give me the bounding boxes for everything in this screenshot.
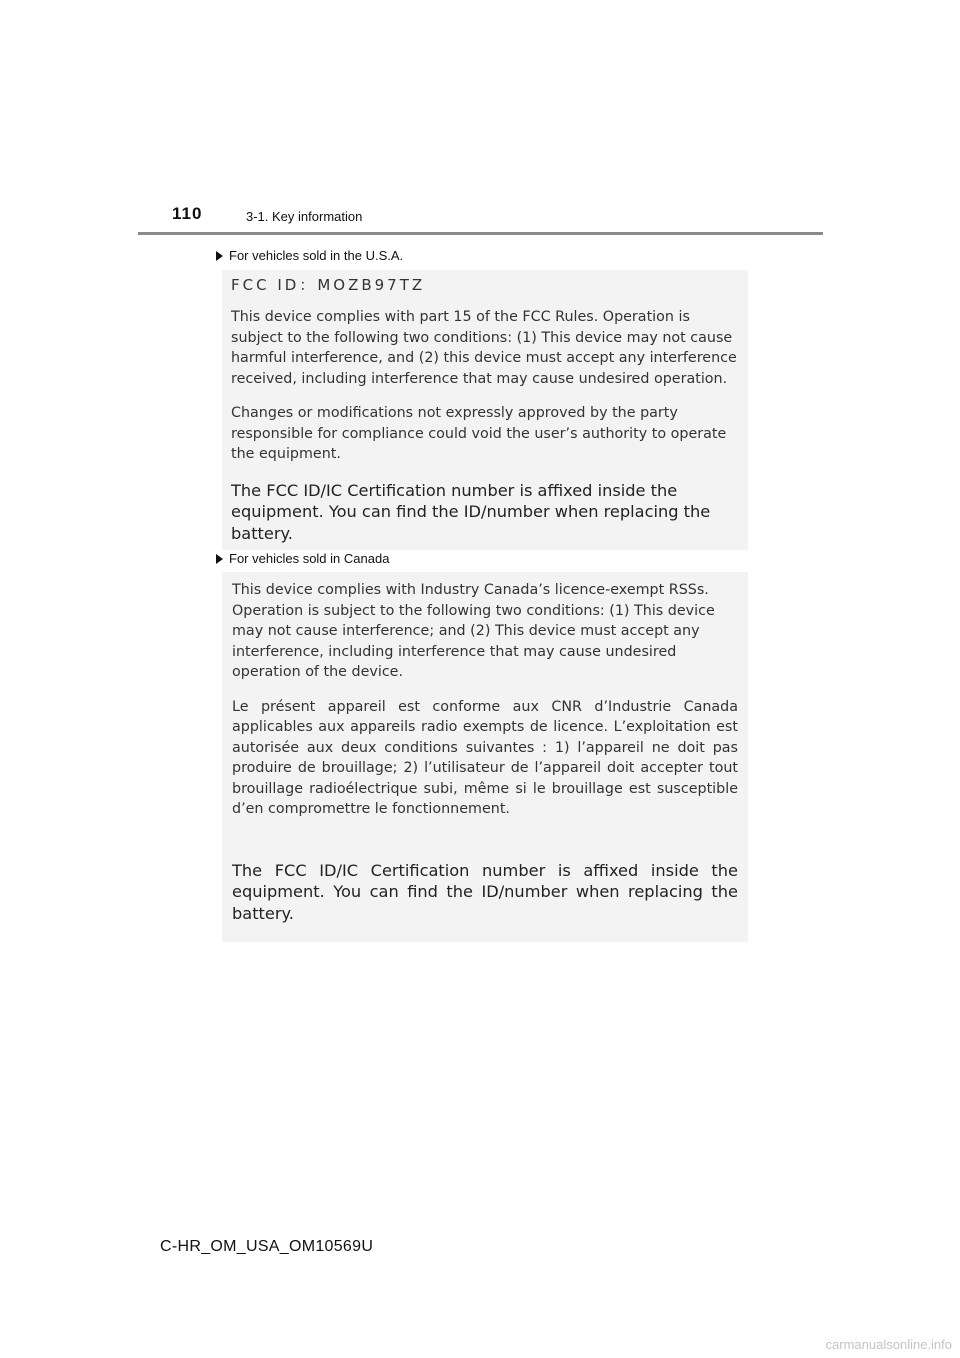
- section-title: 3-1. Key information: [246, 209, 363, 224]
- usa-heading: [216, 248, 403, 263]
- canada-french-paragraph: Le présent appareil est conforme aux CNR d’Industrie Canada applicables aux appareils radio exempts de licence. L’exploitation est autorisée aux deux conditions suivantes : 1) l’appareil ne doit pas produire de brouillage; 2) l’utilisateur de l’appareil doit accepter tout brouillage radioélectrique subi, même si le brouillage est susceptible d’en compromettre le fonctionnement.: [232, 698, 738, 817]
- page-number: 110: [172, 204, 203, 223]
- usa-certification-paragraph: The FCC ID/IC Certification number is affixed inside the equipment. You can find the ID/number when replacing the battery.: [231, 480, 711, 543]
- usa-modification-paragraph: Changes or modifications not expressly approved by the party responsible for compliance could void the user’s authority to operate the equipment.: [231, 405, 727, 462]
- canada-compliance-paragraph: This device complies with Industry Canada’s licence-exempt RSSs. Operation is subject to the following two conditions: (1) This device may not cause interference; and (2) This device must accept any interference, including interference that may cause undesired operation of the device.: [232, 582, 715, 680]
- fcc-id-label: FCC ID：MOZB97TZ: [231, 276, 426, 294]
- header-divider: [138, 232, 823, 235]
- document-code: C-HR_OM_USA_OM10569U: [160, 1238, 374, 1255]
- canada-ic-notice-image: [222, 572, 748, 942]
- canada-heading: [216, 551, 389, 566]
- triangle-bullet-icon: [216, 251, 223, 261]
- triangle-bullet-icon: [216, 554, 223, 564]
- usa-fcc-notice-image: [222, 270, 748, 550]
- usa-compliance-paragraph: This device complies with part 15 of the FCC Rules. Operation is subject to the following two conditions: (1) This device may not cause harmful interference, and (2) this device must accept any interference received, including interference that may cause undesired operation.: [231, 309, 737, 387]
- usa-heading-text: For vehicles sold in the U.S.A.: [229, 248, 404, 263]
- canada-certification-paragraph: The FCC ID/IC Certification number is affixed inside the equipment. You can find the ID/number when replacing the battery.: [232, 860, 738, 923]
- site-watermark: carmanualsonline.info: [825, 1337, 952, 1352]
- canada-heading-text: For vehicles sold in Canada: [229, 551, 390, 566]
